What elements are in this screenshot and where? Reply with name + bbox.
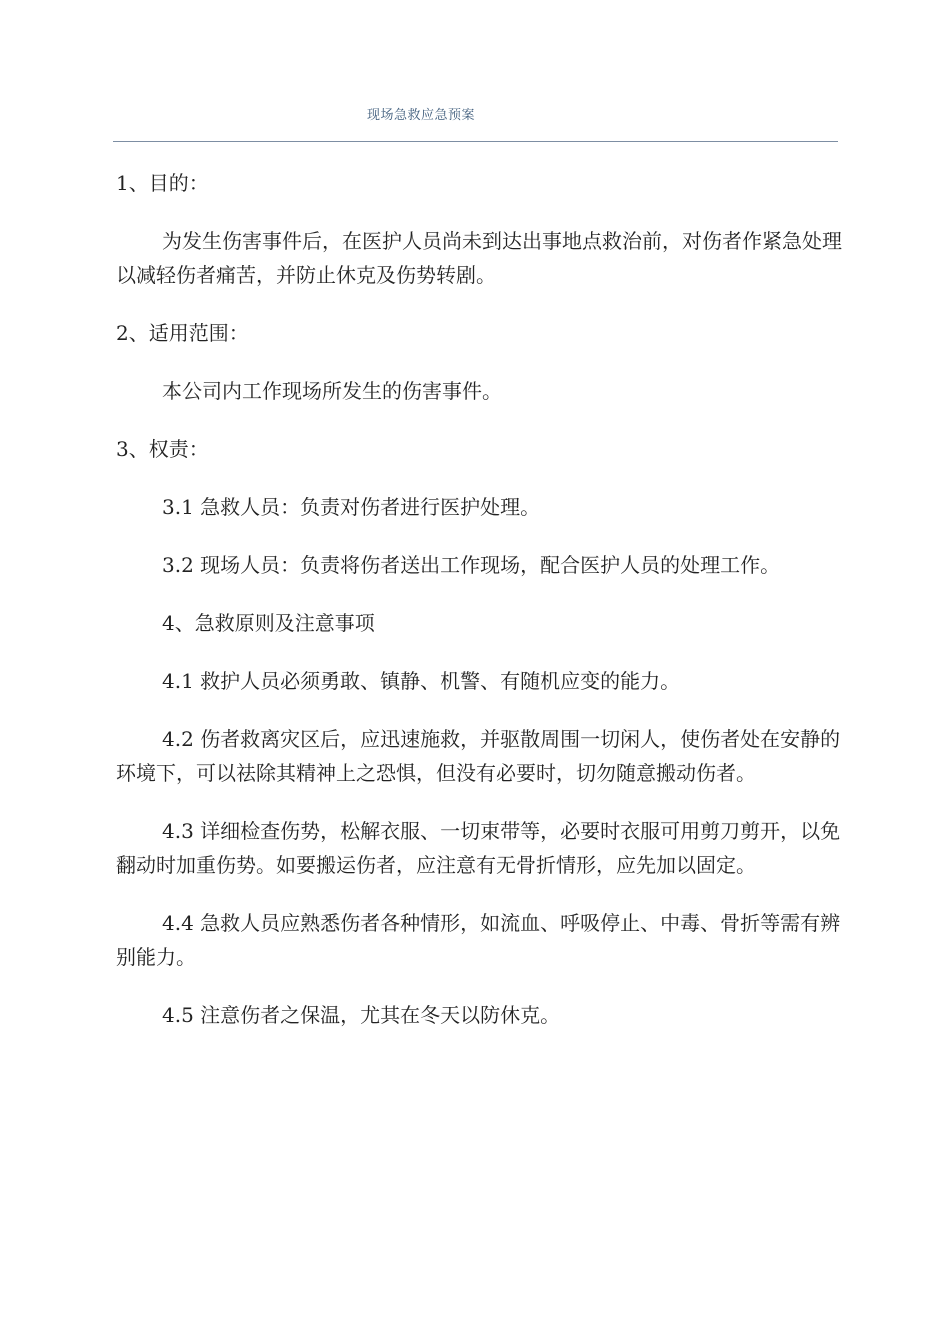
paragraph-4-4: 4.4 急救人员应熟悉伤者各种情形，如流血、呼吸停止、中毒、骨折等需有辨别能力。 bbox=[116, 911, 841, 969]
header-title: 现场急救应急预案 bbox=[366, 108, 475, 123]
paragraph-4-1: 4.1 救护人员必须勇敢、镇静、机警、有随机应变的能力。 bbox=[162, 669, 681, 693]
section-heading-responsibility: 3、权责： bbox=[116, 437, 209, 461]
paragraph-3-1: 3.1 急救人员：负责对伤者进行医护处理。 bbox=[162, 495, 541, 519]
document-body bbox=[116, 166, 856, 1056]
section-heading-principles: 4、急救原则及注意事项 bbox=[162, 611, 375, 635]
section-heading-purpose: 1、目的： bbox=[116, 171, 209, 195]
paragraph-4-3: 4.3 详细检查伤势，松解衣服、一切束带等，必要时衣服可用剪刀剪开，以免翻动时加重伤势。如要搬运伤者，应注意有无骨折情形，应先加以固定。 bbox=[116, 819, 841, 877]
paragraph-4-2: 4.2 伤者救离灾区后，应迅速施救，并驱散周围一切闲人，使伤者处在安静的环境下，可以祛除其精神上之恐惧，但没有必要时，切勿随意搬动伤者。 bbox=[116, 727, 841, 785]
header-divider bbox=[113, 141, 838, 142]
section-heading-scope: 2、适用范围： bbox=[116, 321, 249, 345]
paragraph-3-2: 3.2 现场人员：负责将伤者送出工作现场，配合医护人员的处理工作。 bbox=[162, 553, 781, 577]
paragraph-4-5: 4.5 注意伤者之保温，尤其在冬天以防休克。 bbox=[162, 1003, 561, 1027]
paragraph-scope: 本公司内工作现场所发生的伤害事件。 bbox=[162, 379, 502, 403]
paragraph-purpose: 为发生伤害事件后，在医护人员尚未到达出事地点救治前，对伤者作紧急处理以减轻伤者痛苦，并防止休克及伤势转剧。 bbox=[116, 229, 842, 287]
